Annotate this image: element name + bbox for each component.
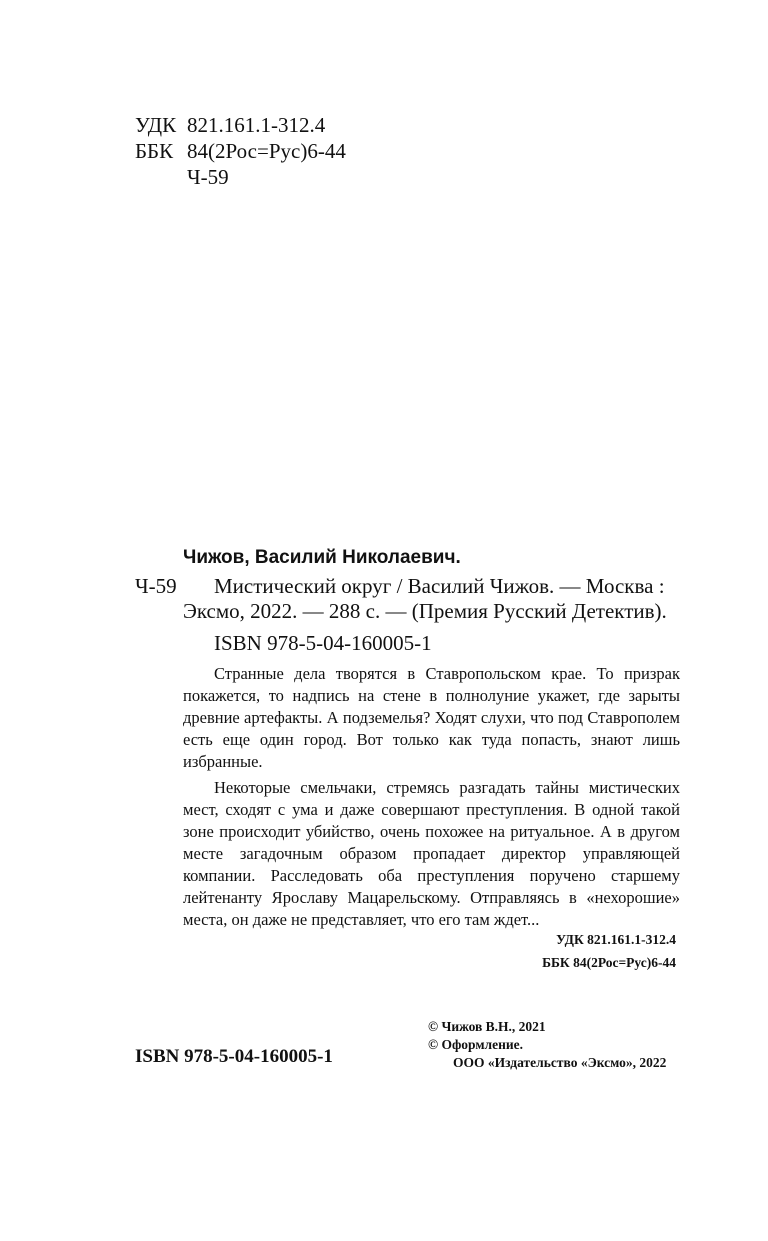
udk-line bbox=[135, 112, 325, 138]
biblio-isbn: ISBN 978-5-04-160005-1 bbox=[214, 631, 432, 655]
footer-udk: УДК 821.161.1-312.4 bbox=[556, 932, 676, 947]
author-heading: Чижов, Василий Николаевич. bbox=[183, 547, 461, 568]
top-author-sign: Ч-59 bbox=[187, 165, 229, 189]
copyright-publisher: ООО «Издательство «Эксмо», 2022 bbox=[453, 1055, 667, 1070]
copyright-design: © Оформление. bbox=[428, 1037, 524, 1052]
udk-value: 821.161.1-312.4 bbox=[187, 113, 326, 137]
bbk-label: ББК bbox=[135, 139, 174, 163]
annotation-paragraph-2: Некоторые смельчаки, стремясь разгадать тайны мистических мест, сходят с ума и даже совершают преступления. В одной такой зоне происходит убийство, очень похожее на ритуальное. А в другом месте загадочным образом пропадает директор управляющей компании. Расследовать оба преступления поручено старшему лейтенанту Ярославу Мацарельскому. Отправляясь в «нехорошие» места, он даже не представляет, что его там ждет... bbox=[183, 778, 680, 929]
bbk-line bbox=[135, 138, 346, 164]
biblio-author-sign: Ч-59 bbox=[135, 574, 177, 598]
udk-label: УДК bbox=[135, 113, 177, 137]
biblio-title-line: Мистический округ / Василий Чижов. — Москва : bbox=[214, 574, 665, 598]
footer-bbk: ББК 84(2Рос=Рус)6-44 bbox=[542, 955, 676, 970]
annotation bbox=[183, 663, 680, 931]
footer-isbn: ISBN 978-5-04-160005-1 bbox=[135, 1046, 333, 1067]
annotation-paragraph-1: Странные дела творятся в Ставропольском крае. То призрак покажется, то надпись на стене в полнолуние укажет, где зарыты древние артефакты. А подземелья? Ходят слухи, что под Ставрополем есть еще один город. Вот только как туда попасть, знают лишь избранные. bbox=[183, 664, 680, 771]
copyright-author: © Чижов В.Н., 2021 bbox=[428, 1019, 546, 1034]
bbk-value: 84(2Рос=Рус)6-44 bbox=[187, 139, 346, 163]
biblio-publisher-line: Эксмо, 2022. — 288 с. — (Премия Русский Детектив). bbox=[183, 599, 667, 623]
